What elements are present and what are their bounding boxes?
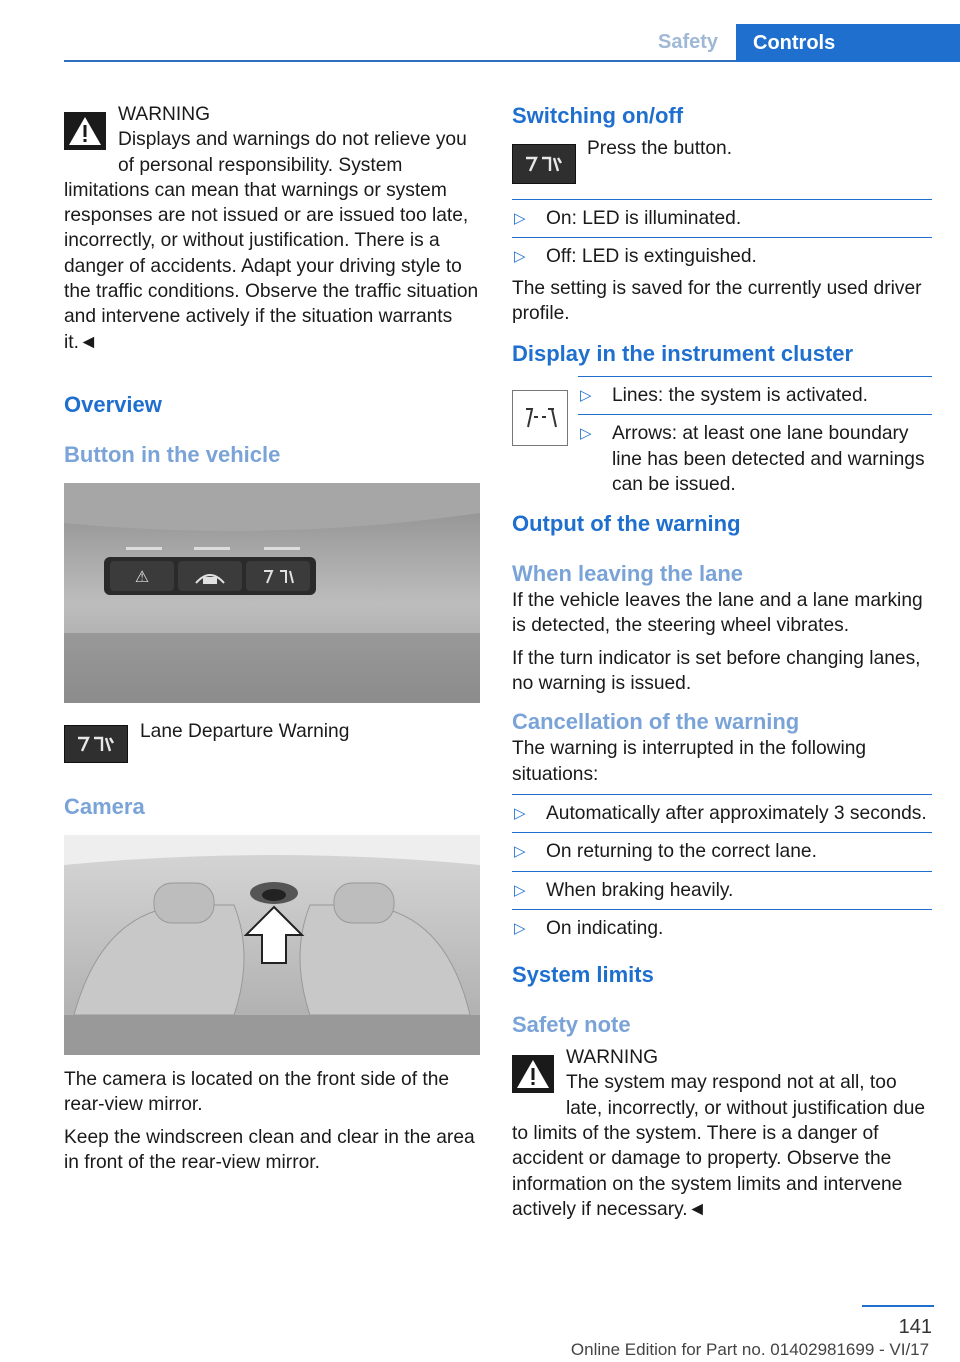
warning-text: The system may respond not at all, too late, incorrectly, or without justification due to limits of the system. There is a danger of accident or damage to property. Observe the information on the system limits and intervene actively if necessary.◄: [512, 1072, 926, 1220]
triangle-bullet-icon: ▷: [514, 248, 526, 266]
list-separator: [512, 199, 932, 200]
heading-cancellation: Cancellation of the warning: [512, 709, 800, 735]
button-caption-row: [64, 720, 482, 763]
display-block: [512, 376, 932, 494]
footer-edition: Online Edition for Part no. 01402981699 - VI/17: [570, 1340, 930, 1359]
list-item: ▷ Lines: the system is activated.: [578, 383, 932, 414]
warning-label: WARNING: [566, 1047, 659, 1069]
list-item: ▷ Off: LED is extinguished.: [512, 244, 932, 275]
list-item: ▷ On indicating.: [512, 916, 932, 947]
list-separator: [578, 376, 932, 377]
heading-button-in-vehicle: Button in the vehicle: [64, 441, 281, 467]
switch-list: [512, 199, 932, 276]
camera-paragraph-1: The camera is located on the front side of the rear-view mirror.: [64, 1068, 450, 1116]
list-item: ▷ Automatically after approximately 3 seconds.: [512, 801, 932, 832]
cancel-intro: The warning is interrupted in the following situations:: [512, 738, 867, 785]
triangle-bullet-icon: ▷: [514, 843, 526, 861]
triangle-bullet-icon: ▷: [580, 387, 592, 405]
list-separator: [578, 414, 932, 415]
list-item: ▷ Arrows: at least one lane boundary line has been detected and warnings can be issued.: [580, 423, 925, 496]
button-caption: Lane Departure Warning: [140, 720, 350, 742]
lane-lines-indicator-icon: [512, 390, 568, 446]
footer-rule: [862, 1305, 934, 1307]
warning-label: WARNING: [118, 104, 211, 125]
heading-leaving-lane: When leaving the lane: [512, 561, 744, 587]
leaving-paragraph-2: If the turn indicator is set before changing lanes, no warning is issued.: [512, 647, 921, 695]
warning-text: Displays and warnings do not relieve you of personal responsibility. System limitations can mean that warnings or system responses are not issued or are issued too late, incorrectly, or without justification. There is a danger of accidents. Adapt your driving style to the traffic conditions. Observe the traffic situation and intervene actively if the situation warrants it.◄: [64, 129, 479, 353]
heading-camera: Camera: [64, 793, 145, 819]
warning-triangle-icon: [512, 1055, 554, 1093]
list-separator: [512, 871, 932, 872]
triangle-bullet-icon: ▷: [514, 804, 526, 822]
svg-text:⚠: ⚠: [134, 566, 150, 586]
list-separator: [512, 832, 932, 833]
warning-box: [512, 1045, 932, 1222]
lane-departure-button-icon: [64, 725, 128, 763]
setting-saved-text: The setting is saved for the currently used driver profile.: [512, 277, 922, 324]
lane-departure-button-icon: [512, 144, 576, 184]
tab-safety[interactable]: Safety: [657, 31, 719, 53]
cancel-list: [512, 794, 932, 947]
heading-display: Display in the instrument cluster: [512, 341, 854, 367]
list-item: ▷ On returning to the correct lane.: [512, 839, 932, 870]
triangle-bullet-icon: ▷: [580, 425, 592, 443]
press-button-text: Press the button.: [587, 138, 733, 159]
tab-controls[interactable]: Controls: [736, 24, 960, 62]
triangle-bullet-icon: ▷: [514, 919, 526, 937]
list-separator: [512, 237, 932, 238]
button-panel-photo: [64, 483, 480, 703]
camera-photo: [64, 835, 480, 1055]
right-column: [512, 96, 932, 1222]
triangle-bullet-icon: ▷: [514, 210, 526, 227]
camera-paragraph-2: Keep the windscreen clean and clear in the area in front of the rear-view mirror.: [64, 1126, 475, 1173]
heading-safety-note: Safety note: [512, 1012, 631, 1038]
warning-triangle-icon: [64, 112, 106, 150]
leaving-paragraph-1: If the vehicle leaves the lane and a lane marking is detected, the steering wheel vibrates.: [512, 590, 923, 637]
heading-overview: Overview: [64, 391, 162, 417]
triangle-bullet-icon: ▷: [514, 881, 526, 899]
list-separator: [512, 794, 932, 795]
press-button-row: [512, 138, 932, 190]
left-column: [64, 96, 482, 1175]
heading-switching: Switching on/off: [512, 103, 684, 128]
heading-output: Output of the warning: [512, 511, 741, 537]
page-number: 141: [898, 1316, 932, 1338]
list-item: ▷ On: LED is illuminated.: [512, 206, 932, 237]
heading-system-limits: System limits: [512, 962, 654, 988]
list-item: ▷ When braking heavily.: [512, 878, 932, 909]
list-separator: [512, 909, 932, 910]
warning-box: [64, 102, 482, 355]
